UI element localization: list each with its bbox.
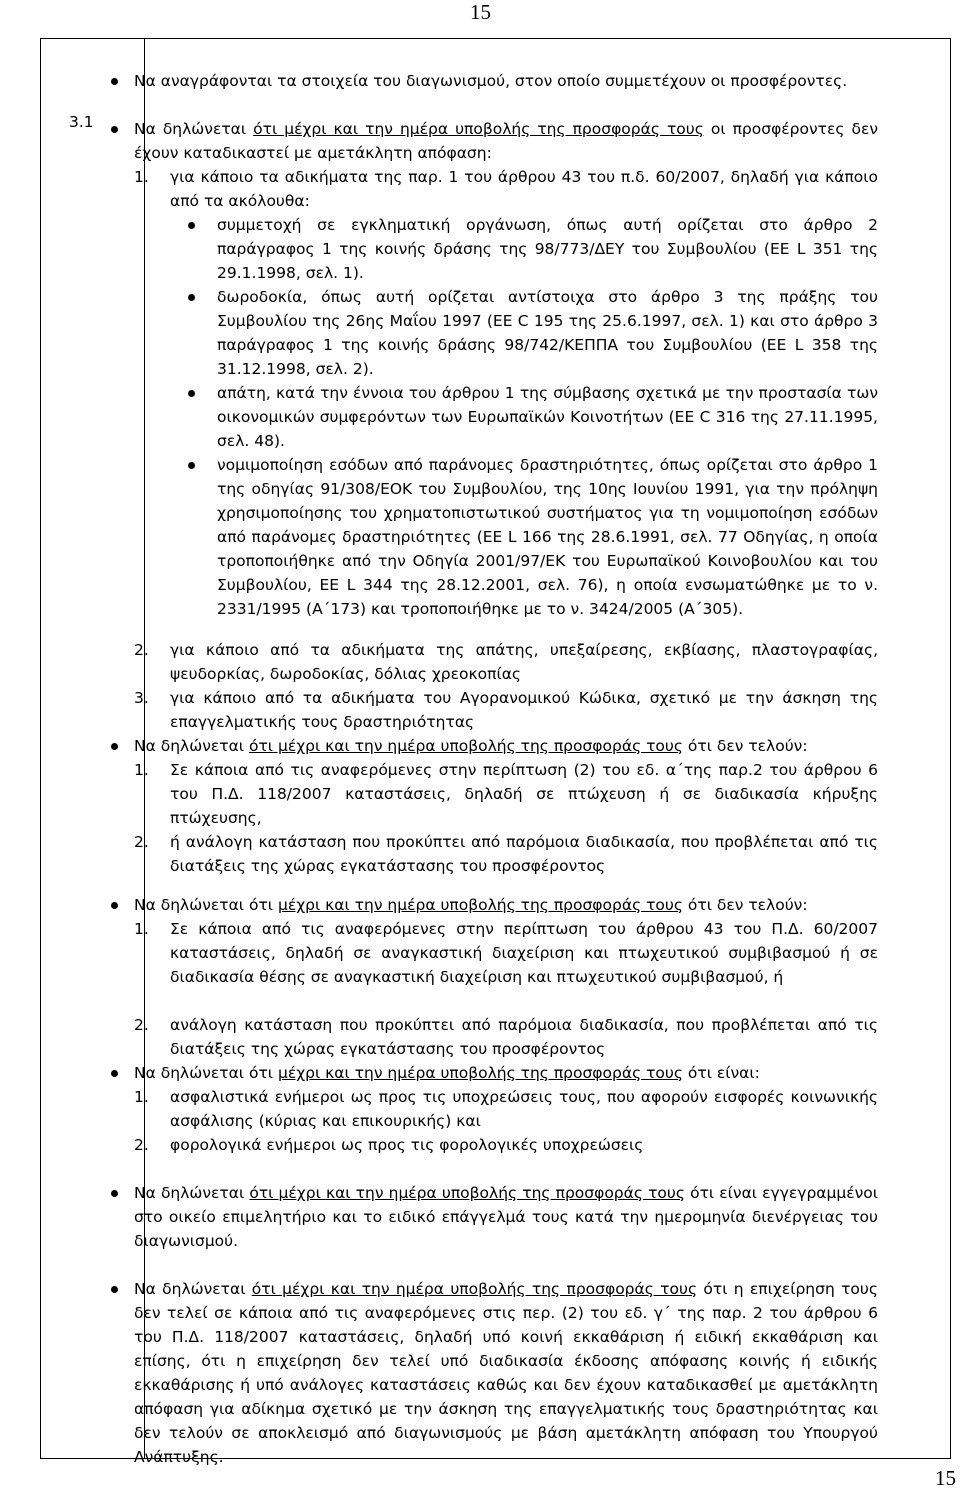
- bullet-icon: [111, 78, 118, 85]
- bullet-icon: [111, 1190, 118, 1197]
- list-item-1: για κάποιο τα αδικήματα της παρ. 1 του άρθρου 43 του π.δ. 60/2007, δηλαδή για κάποιο από τα ακόλουθα:: [170, 168, 878, 210]
- bullet-icon: [111, 1070, 118, 1077]
- list-item-similar-procedure: ανάλογη κατάσταση που προκύπτει από παρόμοια διαδικασία, που προβλέπεται από τις διατάξεις της χώρας εγκατάστασης του προσφέροντος: [170, 1016, 878, 1058]
- list-item-bankruptcy: Σε κάποια από τις αναφερόμενες στην περίπτωση (2) του εδ. α΄της παρ.2 του άρθρου 6 του Π.Δ. 118/2007 καταστάσεις, δηλαδή σε πτώχευση ή σε διαδικασία κήρυξης πτώχευσης,: [170, 761, 878, 827]
- paragraph-up-to-date: Να δηλώνεται ότι μέχρι και την ημέρα υποβολής της προσφοράς τους ότι είναι:: [134, 1064, 760, 1082]
- sub-item-criminal-organisation: συμμετοχή σε εγκληματική οργάνωση, όπως αυτή ορίζεται στο άρθρο 2 παράγραφος 1 της κοινής δράσης της 98/773/ΔΕΥ του Συμβουλίου (ΕΕ L 351 της 29.1.1998, σελ. 1).: [217, 216, 878, 282]
- list-number: 2.: [134, 641, 149, 659]
- list-number: 1.: [134, 168, 149, 186]
- bullet-icon: [111, 126, 118, 133]
- list-number: 2.: [134, 1136, 149, 1154]
- list-item-2: για κάποιο από τα αδικήματα της απάτης, υπεξαίρεσης, εκβίασης, πλαστογραφίας, ψευδορκίας, δωροδοκίας, δόλιας χρεοκοπίας: [170, 641, 878, 683]
- list-number: 1.: [134, 920, 149, 938]
- list-item-similar-situation: ή ανάλογη κατάσταση που προκύπτει από παρόμοια διαδικασία, που προβλέπεται από τις διατάξεις της χώρας εγκατάστασης του προσφέροντος: [170, 833, 878, 875]
- paragraph-competition-details: Να αναγράφονται τα στοιχεία του διαγωνισμού, στον οποίο συμμετέχουν οι προσφέροντες.: [134, 72, 848, 90]
- bullet-icon: [111, 743, 118, 750]
- bullet-icon: [111, 1286, 118, 1293]
- sub-item-bribery: δωροδοκία, όπως αυτή ορίζεται αντίστοιχα στο άρθρο 3 της πράξης του Συμβουλίου της 26ης Μαΐου 1997 (ΕΕ C 195 της 25.6.1997, σελ. 1) και στο άρθρο 3 παράγραφος 1 της κοινής δράσης 98/742/ΚΕΠΠΑ του Συμβουλίου (ΕΕ L 358 της 31.12.1998, σελ. 2).: [217, 288, 878, 378]
- bullet-icon: [188, 390, 195, 397]
- sub-item-money-laundering: νομιμοποίηση εσόδων από παράνομες δραστηριότητες, όπως ορίζεται στο άρθρο 1 της οδηγίας 91/308/ΕΟΚ του Συμβουλίου, της 10ης Ιουνίου 1991, για την πρόληψη χρησιμοποίησης του χρηματοπιστωτικού συστήματος για τη νομιμοποίηση εσόδων από παράνομες δραστηριότητες (ΕΕ L 166 της 28.6.1991, σελ. 77 Οδηγίας, η οποία τροποποιήθηκε από την Οδηγία 2001/97/ΕΚ του Ευρωπαϊκού Κοινοβουλίου και του Συμβουλίου, ΕΕ L 344 της 28.12.2001, σελ. 76), η οποία ενσωματώθηκε με το ν. 2331/1995 (Α΄173) και τροποποιήθηκε με το ν. 3424/2005 (Α΄305).: [217, 456, 878, 618]
- paragraph-liquidation: Να δηλώνεται ότι μέχρι και την ημέρα υποβολής της προσφοράς τους ότι η επιχείρηση τους δεν τελεί σε κάποια από τις αναφερόμενες στις περ. (2) του εδ. γ΄ της παρ. 2 του άρθρου 6 του Π.Δ. 118/2007 καταστάσεις, δηλαδή υπό κοινή εκκαθάριση ή ειδική εκκαθάριση και επίσης, ότι η επιχείρηση δεν τελεί υπό διαδικασία έκδοσης απόφασης κοινής ή ειδικής εκκαθάρισης ή υπό ανάλογες καταστάσεις καθώς και δεν έχουν καταδικασθεί με αμετάκλητη απόφαση για αδίκημα σχετικό με την άσκηση της επαγγελματικής τους δραστηριότητας και δεν τελούν σε αποκλεισμό από διαγωνισμούς με βάση αμετάκλητη απόφαση του Υπουργού Ανάπτυξης.: [134, 1280, 878, 1466]
- page-number-top: 15: [470, 0, 491, 24]
- list-item-tax: φορολογικά ενήμεροι ως προς τις φορολογικές υποχρεώσεις: [170, 1136, 644, 1154]
- paragraph-chamber-registration: Να δηλώνεται ότι μέχρι και την ημέρα υποβολής της προσφοράς τους ότι είναι εγγεγραμμένοι στο οικείο επιμελητήριο και το ειδικό επάγγελμά τους κατά την ημερομηνία διενέργειας του διαγωνισμού.: [134, 1184, 878, 1250]
- list-number: 2.: [134, 1016, 149, 1034]
- list-item-insurance: ασφαλιστικά ενήμεροι ως προς τις υποχρεώσεις τους, που αφορούν εισφορές κοινωνικής ασφάλισης (κύριας και επικουρικής) και: [170, 1088, 878, 1130]
- list-item-administration: Σε κάποια από τις αναφερόμενες στην περίπτωση του άρθρου 43 του Π.Δ. 60/2007 καταστάσεις, δηλαδή σε αναγκαστική διαχείριση και πτωχευτικού συμβιβασμού ή σε διαδικασία θέσης σε αναγκαστική διαχείριση και πτωχευτικού συμβιβασμού, ή: [170, 920, 878, 986]
- list-number: 2.: [134, 833, 149, 851]
- list-item-3: για κάποιο από τα αδικήματα του Αγορανομικού Κώδικα, σχετικό με την άσκηση της επαγγελματικής τους δραστηριότητας: [170, 689, 878, 731]
- paragraph-not-administration: Να δηλώνεται ότι μέχρι και την ημέρα υποβολής της προσφοράς τους ότι δεν τελούν:: [134, 896, 808, 914]
- bullet-icon: [188, 294, 195, 301]
- bullet-icon: [111, 902, 118, 909]
- paragraph-not-bankrupt: Να δηλώνεται ότι μέχρι και την ημέρα υποβολής της προσφοράς τους ότι δεν τελούν:: [134, 737, 808, 755]
- bullet-icon: [188, 222, 195, 229]
- list-number: 1.: [134, 1088, 149, 1106]
- page-number-bottom: 15: [935, 1466, 956, 1490]
- sub-item-fraud: απάτη, κατά την έννοια του άρθρου 1 της σύμβασης σχετικά με την προστασία των οικονομικών συμφερόντων των Ευρωπαϊκών Κοινοτήτων (ΕΕ C 316 της 27.11.1995, σελ. 48).: [217, 384, 878, 450]
- paragraph-no-conviction: Να δηλώνεται ότι μέχρι και την ημέρα υποβολής της προσφοράς τους οι προσφέροντες δεν έχουν καταδικαστεί με αμετάκλητη απόφαση:: [134, 120, 878, 162]
- bullet-icon: [188, 462, 195, 469]
- list-number: 1.: [134, 761, 149, 779]
- section-number: 3.1: [69, 113, 94, 131]
- list-number: 3.: [134, 689, 149, 707]
